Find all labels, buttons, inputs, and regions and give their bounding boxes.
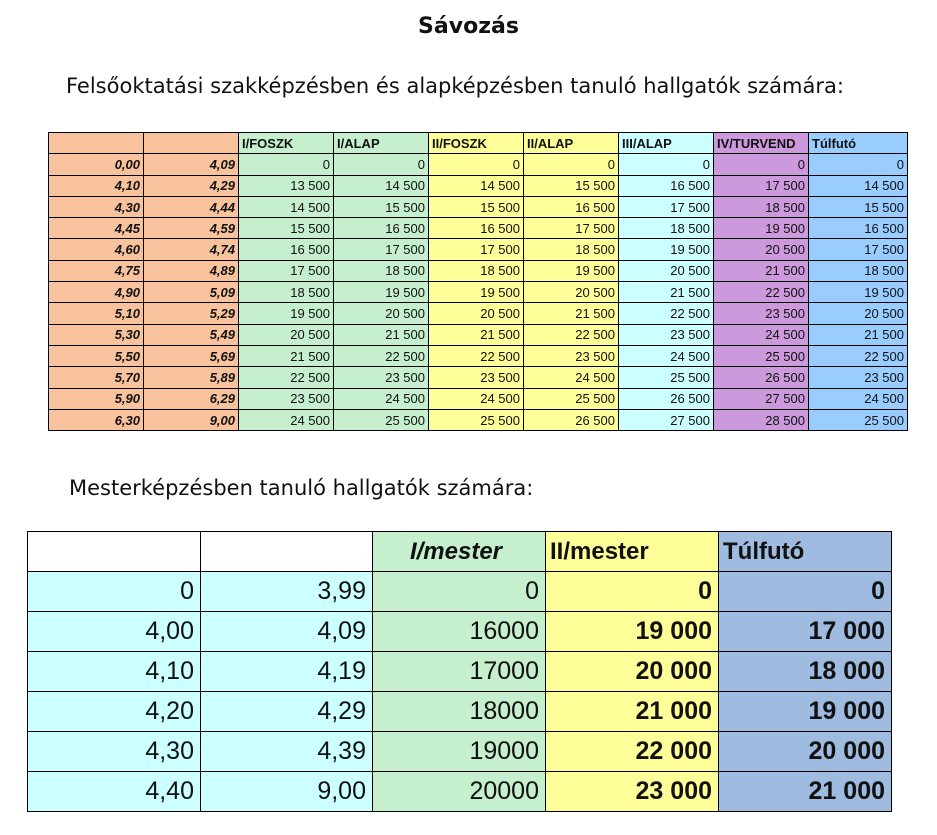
amount-cell: 13 500 (239, 175, 334, 196)
amount-cell: 21 500 (714, 260, 809, 281)
amount-cell: 18 500 (809, 260, 908, 281)
amount-cell: 17 500 (809, 239, 908, 260)
range-cell: 5,50 (49, 345, 144, 366)
table-row (49, 175, 908, 196)
table-row (28, 652, 892, 692)
amount-cell: 23 500 (809, 367, 908, 388)
amount-cell: 19 500 (809, 282, 908, 303)
range-cell: 4,20 (28, 692, 201, 732)
table-row (28, 572, 892, 612)
range-cell: 5,49 (144, 324, 239, 345)
range-cell: 4,75 (49, 260, 144, 281)
range-cell: 4,09 (201, 612, 373, 652)
amount-cell: 22 500 (429, 345, 524, 366)
amount-cell: 24 500 (714, 324, 809, 345)
table-row (49, 409, 908, 430)
range-cell: 0,00 (49, 154, 144, 175)
range-cell: 9,00 (201, 772, 373, 812)
amount-cell: 21 500 (619, 282, 714, 303)
column-header: II/FOSZK (429, 133, 524, 154)
amount-cell: 25 500 (334, 409, 429, 430)
amount-cell: 16000 (373, 612, 546, 652)
amount-cell: 20000 (373, 772, 546, 812)
range-cell: 4,10 (49, 175, 144, 196)
table-row (49, 260, 908, 281)
amount-cell: 0 (719, 572, 892, 612)
amount-cell: 21 500 (809, 324, 908, 345)
range-cell: 4,89 (144, 260, 239, 281)
amount-cell: 0 (373, 572, 546, 612)
amount-cell: 15 500 (429, 196, 524, 217)
amount-cell: 23 500 (714, 303, 809, 324)
table-row (49, 196, 908, 217)
range-cell: 5,30 (49, 324, 144, 345)
range-cell: 4,74 (144, 239, 239, 260)
column-header: I/ALAP (334, 133, 429, 154)
section-heading-master: Mesterképzésben tanuló hallgatók számára: (69, 476, 534, 500)
column-header (144, 133, 239, 154)
table-row (49, 282, 908, 303)
range-cell: 4,45 (49, 218, 144, 239)
range-cell: 4,19 (201, 652, 373, 692)
amount-cell: 21 000 (719, 772, 892, 812)
amount-cell: 23 500 (239, 388, 334, 409)
amount-cell: 14 500 (429, 175, 524, 196)
range-cell: 4,39 (201, 732, 373, 772)
table-row (49, 324, 908, 345)
amount-cell: 23 500 (619, 324, 714, 345)
amount-cell: 19 500 (429, 282, 524, 303)
amount-cell: 19 500 (334, 282, 429, 303)
amount-cell: 27 500 (714, 388, 809, 409)
amount-cell: 16 500 (429, 218, 524, 239)
amount-cell: 23 500 (524, 345, 619, 366)
amount-cell: 22 500 (524, 324, 619, 345)
table-header-row (49, 133, 908, 154)
amount-cell: 18 500 (239, 282, 334, 303)
master-scholarship-table (27, 531, 892, 812)
amount-cell: 20 000 (719, 732, 892, 772)
amount-cell: 17 500 (334, 239, 429, 260)
amount-cell: 19000 (373, 732, 546, 772)
amount-cell: 25 500 (524, 388, 619, 409)
amount-cell: 20 500 (809, 303, 908, 324)
table-row (49, 239, 908, 260)
amount-cell: 18000 (373, 692, 546, 732)
amount-cell: 24 500 (524, 367, 619, 388)
amount-cell: 14 500 (809, 175, 908, 196)
amount-cell: 25 500 (714, 345, 809, 366)
range-cell: 4,09 (144, 154, 239, 175)
column-header: II/ALAP (524, 133, 619, 154)
range-cell: 4,30 (49, 196, 144, 217)
amount-cell: 18 500 (334, 260, 429, 281)
table-row (28, 732, 892, 772)
amount-cell: 15 500 (809, 196, 908, 217)
range-cell: 4,40 (28, 772, 201, 812)
amount-cell: 17 000 (719, 612, 892, 652)
section-heading-undergraduate: Felsőoktatási szakképzésben és alapképzésben tanuló hallgatók számára: (66, 74, 844, 98)
amount-cell: 0 (714, 154, 809, 175)
range-cell: 4,00 (28, 612, 201, 652)
column-header: II/mester (546, 532, 719, 572)
amount-cell: 17 500 (524, 218, 619, 239)
amount-cell: 19 000 (546, 612, 719, 652)
amount-cell: 16 500 (619, 175, 714, 196)
undergraduate-scholarship-table (48, 132, 908, 431)
range-cell: 5,29 (144, 303, 239, 324)
amount-cell: 17000 (373, 652, 546, 692)
amount-cell: 21 000 (546, 692, 719, 732)
range-cell: 6,29 (144, 388, 239, 409)
range-cell: 4,59 (144, 218, 239, 239)
column-header: Túlfutó (719, 532, 892, 572)
amount-cell: 22 500 (619, 303, 714, 324)
amount-cell: 23 500 (429, 367, 524, 388)
amount-cell: 15 500 (334, 196, 429, 217)
range-cell: 4,30 (28, 732, 201, 772)
amount-cell: 16 500 (334, 218, 429, 239)
amount-cell: 24 500 (239, 409, 334, 430)
table-row (28, 692, 892, 732)
range-cell: 3,99 (201, 572, 373, 612)
amount-cell: 0 (239, 154, 334, 175)
range-cell: 5,10 (49, 303, 144, 324)
amount-cell: 26 500 (619, 388, 714, 409)
amount-cell: 20 500 (619, 260, 714, 281)
amount-cell: 27 500 (619, 409, 714, 430)
range-cell: 4,29 (201, 692, 373, 732)
table-header-row (28, 532, 892, 572)
amount-cell: 25 500 (429, 409, 524, 430)
amount-cell: 20 500 (524, 282, 619, 303)
amount-cell: 24 500 (429, 388, 524, 409)
amount-cell: 26 500 (524, 409, 619, 430)
range-cell: 0 (28, 572, 201, 612)
range-cell: 5,70 (49, 367, 144, 388)
column-header (201, 532, 373, 572)
amount-cell: 15 500 (524, 175, 619, 196)
range-cell: 4,60 (49, 239, 144, 260)
column-header: Túlfutó (809, 133, 908, 154)
column-header (28, 532, 201, 572)
table-row (49, 154, 908, 175)
amount-cell: 23 000 (546, 772, 719, 812)
range-cell: 5,90 (49, 388, 144, 409)
amount-cell: 24 500 (619, 345, 714, 366)
amount-cell: 22 500 (714, 282, 809, 303)
page-title: Sávozás (418, 14, 519, 39)
column-header: I/FOSZK (239, 133, 334, 154)
column-header (49, 133, 144, 154)
range-cell: 4,44 (144, 196, 239, 217)
amount-cell: 0 (809, 154, 908, 175)
amount-cell: 19 500 (239, 303, 334, 324)
amount-cell: 16 500 (524, 196, 619, 217)
amount-cell: 21 500 (334, 324, 429, 345)
amount-cell: 25 500 (809, 409, 908, 430)
amount-cell: 15 500 (239, 218, 334, 239)
amount-cell: 22 500 (334, 345, 429, 366)
amount-cell: 18 500 (429, 260, 524, 281)
amount-cell: 19 000 (719, 692, 892, 732)
amount-cell: 22 500 (809, 345, 908, 366)
amount-cell: 19 500 (714, 218, 809, 239)
amount-cell: 17 500 (239, 260, 334, 281)
amount-cell: 18 500 (714, 196, 809, 217)
amount-cell: 19 500 (524, 260, 619, 281)
column-header: I/mester (373, 532, 546, 572)
amount-cell: 20 000 (546, 652, 719, 692)
table-row (49, 388, 908, 409)
column-header: III/ALAP (619, 133, 714, 154)
table-row (49, 367, 908, 388)
amount-cell: 18 500 (619, 218, 714, 239)
range-cell: 5,69 (144, 345, 239, 366)
amount-cell: 14 500 (334, 175, 429, 196)
amount-cell: 14 500 (239, 196, 334, 217)
amount-cell: 18 000 (719, 652, 892, 692)
range-cell: 6,30 (49, 409, 144, 430)
table-row (49, 218, 908, 239)
amount-cell: 24 500 (809, 388, 908, 409)
amount-cell: 21 500 (239, 345, 334, 366)
amount-cell: 22 000 (546, 732, 719, 772)
amount-cell: 18 500 (524, 239, 619, 260)
range-cell: 9,00 (144, 409, 239, 430)
amount-cell: 28 500 (714, 409, 809, 430)
range-cell: 5,89 (144, 367, 239, 388)
amount-cell: 23 500 (334, 367, 429, 388)
amount-cell: 17 500 (714, 175, 809, 196)
amount-cell: 25 500 (619, 367, 714, 388)
amount-cell: 19 500 (619, 239, 714, 260)
column-header: IV/TURVEND (714, 133, 809, 154)
amount-cell: 0 (546, 572, 719, 612)
amount-cell: 21 500 (429, 324, 524, 345)
amount-cell: 0 (334, 154, 429, 175)
range-cell: 5,09 (144, 282, 239, 303)
amount-cell: 16 500 (239, 239, 334, 260)
table-row (28, 612, 892, 652)
range-cell: 4,29 (144, 175, 239, 196)
table-row (49, 303, 908, 324)
amount-cell: 0 (619, 154, 714, 175)
amount-cell: 22 500 (239, 367, 334, 388)
table-row (49, 345, 908, 366)
amount-cell: 20 500 (714, 239, 809, 260)
amount-cell: 16 500 (809, 218, 908, 239)
amount-cell: 20 500 (239, 324, 334, 345)
amount-cell: 17 500 (429, 239, 524, 260)
amount-cell: 20 500 (429, 303, 524, 324)
amount-cell: 20 500 (334, 303, 429, 324)
amount-cell: 24 500 (334, 388, 429, 409)
amount-cell: 0 (429, 154, 524, 175)
amount-cell: 26 500 (714, 367, 809, 388)
table-row (28, 772, 892, 812)
amount-cell: 0 (524, 154, 619, 175)
amount-cell: 21 500 (524, 303, 619, 324)
amount-cell: 17 500 (619, 196, 714, 217)
range-cell: 4,90 (49, 282, 144, 303)
range-cell: 4,10 (28, 652, 201, 692)
